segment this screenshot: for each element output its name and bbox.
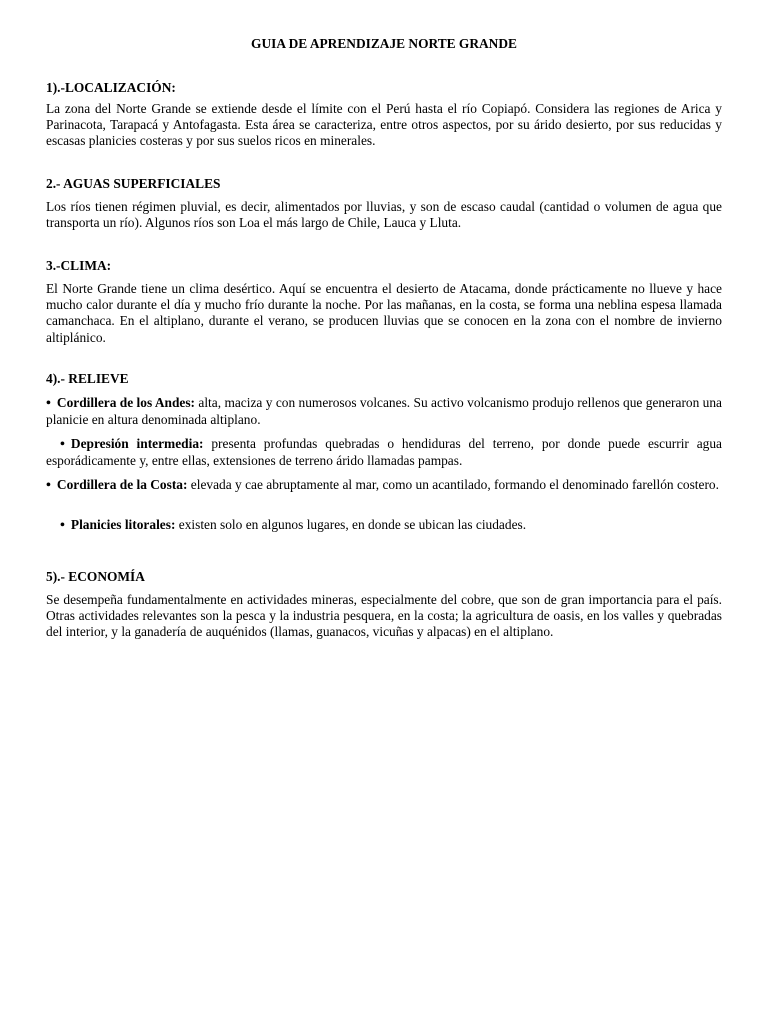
- bullet-icon: •: [60, 518, 65, 533]
- section-text-clima: El Norte Grande tiene un clima desértico. Aquí se encuentra el desierto de Atacama, donde prácticamente no llueve y hace mucho calor durante el día y mucho frío durante la noche. Por las mañanas, en la costa, se forma una neblina espesa llamada camanchaca. En el altiplano, durante el verano, se producen lluvias que se conocen en la zona con el nombre de invierno altiplánico.: [46, 281, 722, 345]
- bullet-icon: •: [46, 478, 51, 493]
- section-heading-relieve: 4).- RELIEVE: [46, 371, 129, 386]
- relieve-description: elevada y cae abruptamente al mar, como un acantilado, formando el denominado farellón costero.: [187, 477, 719, 492]
- document-title: GUIA DE APRENDIZAJE NORTE GRANDE: [251, 36, 517, 51]
- bullet-icon: •: [46, 396, 51, 411]
- relieve-description: existen solo en algunos lugares, en donde se ubican las ciudades.: [175, 517, 527, 532]
- section-heading-economia: 5).- ECONOMÍA: [46, 569, 145, 584]
- relieve-term: Cordillera de los Andes:: [56, 395, 196, 410]
- relieve-term: Planicies litorales:: [70, 517, 176, 532]
- bullet-icon: •: [60, 437, 65, 452]
- relieve-description: presenta profundas quebradas o hendiduras del terreno, por donde puede escurrir agua esporádicamente y, entre ellas, extensiones de terreno árido llamadas pampas.: [46, 436, 723, 469]
- section-heading-aguas-superficiales: 2.- AGUAS SUPERFICIALES: [46, 176, 221, 191]
- section-heading-clima: 3.-CLIMA:: [46, 258, 112, 273]
- relieve-item-cordillera-costa: [46, 477, 722, 494]
- relieve-description: alta, maciza y con numerosos volcanes. Su activo volcanismo produjo rellenos que generaron una planicie en altura denominada altiplano.: [46, 395, 723, 428]
- section-text-localizacion: La zona del Norte Grande se extiende desde el límite con el Perú hasta el río Copiapó. Considera las regiones de Arica y Parinacota, Tarapacá y Antofagasta. Esta área se caracteriza, entre otros aspectos, por su árido desierto, por sus reducidas y escasas planicies costeras y por sus suelos ricos en minerales.: [46, 101, 722, 149]
- section-text-aguas-superficiales: Los ríos tienen régimen pluvial, es decir, alimentados por lluvias, y son de escaso caudal (cantidad o volumen de agua que transporta un río). Algunos ríos son Loa el más largo de Chile, Lauca y Lluta.: [46, 199, 722, 231]
- relieve-term: Depresión intermedia:: [70, 436, 204, 451]
- section-text-economia: Se desempeña fundamentalmente en actividades mineras, especialmente del cobre, que son de gran importancia para el país. Otras actividades relevantes son la pesca y la industria pesquera, en la costa; la agricultura de oasis, en los valles y quebradas del interior, y la ganadería de auquénidos (llamas, guanacos, vicuñas y alpacas) en el altiplano.: [46, 592, 722, 640]
- section-heading-localizacion: 1).-LOCALIZACIÓN:: [46, 80, 176, 95]
- relieve-term: Cordillera de la Costa:: [56, 477, 188, 492]
- relieve-item-planicies-litorales: [46, 517, 722, 534]
- relieve-item-cordillera-andes: [46, 395, 722, 428]
- relieve-item-depresion-intermedia: [46, 436, 722, 469]
